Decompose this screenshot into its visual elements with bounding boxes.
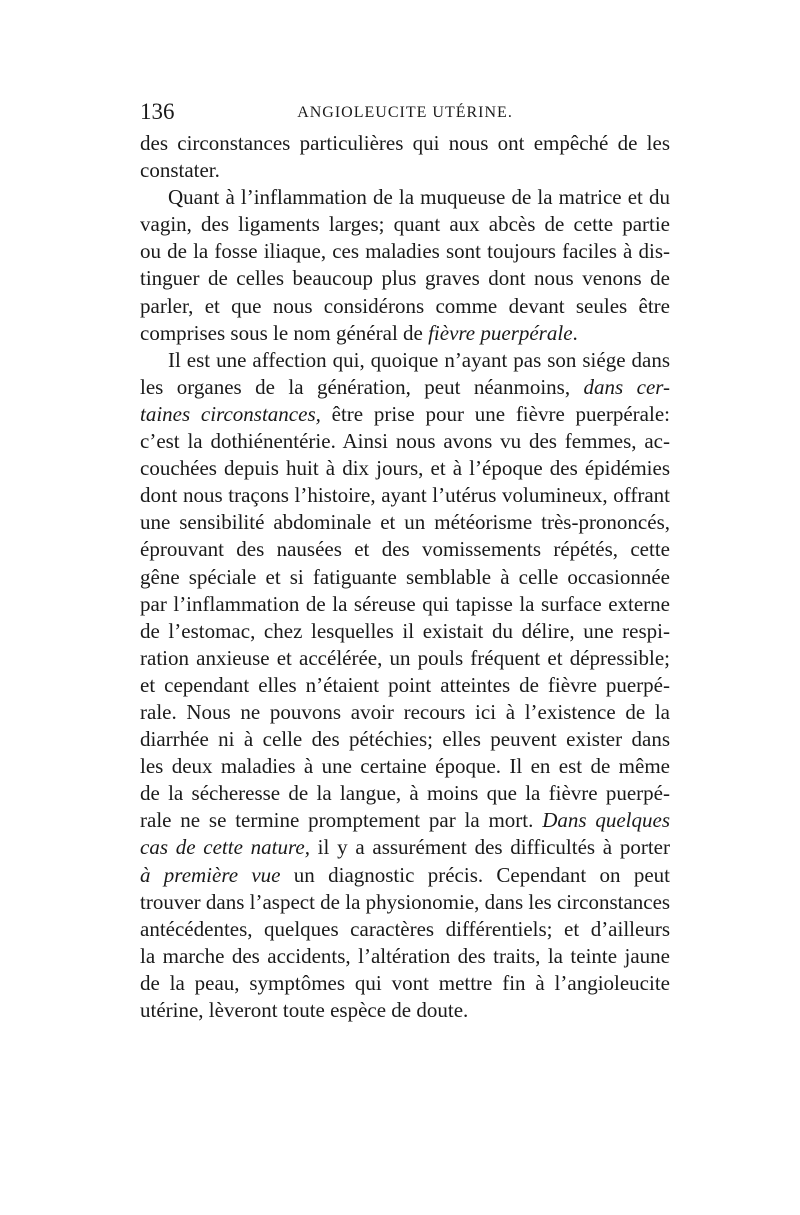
text-run: comprises sous le nom général de xyxy=(140,320,429,345)
text-line xyxy=(140,293,670,320)
text-line xyxy=(140,591,670,618)
text-line xyxy=(140,347,670,374)
text-run: parler, et que nous considérons comme devant seules être xyxy=(140,293,670,318)
text-run: les deux maladies à une certaine époque. Il en est de même xyxy=(140,754,670,779)
text-line xyxy=(140,970,670,997)
text-run: utérine, lèveront toute espèce de doute. xyxy=(140,998,469,1022)
text-line xyxy=(140,997,670,1024)
text-run: les organes de la génération, peut néanmoins, xyxy=(140,374,584,399)
text-run: par l’inflammation de la séreuse qui tapisse la surface externe xyxy=(140,591,670,616)
page-header xyxy=(140,96,670,128)
text-run: gêne spéciale et si fatiguante semblable à celle occasionnée xyxy=(140,564,670,589)
text-line xyxy=(140,428,670,455)
text-line xyxy=(140,618,670,645)
text-line xyxy=(140,699,670,726)
text-run: être prise pour une fièvre puerpérale: xyxy=(320,401,670,426)
text-run: il y a assurément des difficultés à porter xyxy=(309,835,670,860)
italic-text: cas de cette nature, xyxy=(140,835,310,860)
text-line xyxy=(140,130,670,157)
text-run: et cependant elles n’étaient point atteintes de fièvre puerpé- xyxy=(140,672,670,697)
italic-text: taines circonstances, xyxy=(140,401,321,426)
text-line xyxy=(140,455,670,482)
italic-text: à première vue xyxy=(140,862,281,887)
text-run: tinguer de celles beaucoup plus graves dont nous venons de xyxy=(140,266,670,291)
text-run: ou de la fosse iliaque, ces maladies sont toujours faciles à dis- xyxy=(140,239,670,264)
text-run: rale ne se termine promptement par la mort. xyxy=(140,808,543,833)
text-run: rale. Nous ne pouvons avoir recours ici à l’existence de la xyxy=(140,699,670,724)
text-run: une sensibilité abdominale et un météorisme très-prononcés, xyxy=(140,510,670,535)
italic-text: fièvre puerpérale xyxy=(428,320,573,345)
text-run: des circonstances particulières qui nous ont empêché de les xyxy=(140,131,670,155)
text-run: constater. xyxy=(140,158,220,183)
text-run: dont nous traçons l’histoire, ayant l’utérus volumineux, offrant xyxy=(140,483,670,508)
text-run: diarrhée ni à celle des pétéchies; elles peuvent exister dans xyxy=(140,727,670,752)
text-run: de la sécheresse de la langue, à moins que la fièvre puerpé- xyxy=(140,781,670,806)
text-run: éprouvant des nausées et des vomissements répétés, cette xyxy=(140,537,670,562)
text-run: de la peau, symptômes qui vont mettre fin à l’angioleucite xyxy=(140,970,670,995)
text-line xyxy=(140,780,670,807)
italic-text: dans cer- xyxy=(583,374,671,399)
text-line xyxy=(140,157,670,184)
text-line xyxy=(140,672,670,699)
text-run: antécédentes, quelques caractères différentiels; et d’ailleurs xyxy=(140,916,670,941)
text-line xyxy=(140,211,670,238)
text-line xyxy=(140,238,670,265)
text-line xyxy=(140,916,670,943)
italic-text: Dans quelques xyxy=(542,808,670,833)
text-line xyxy=(140,374,670,401)
text-line xyxy=(140,482,670,509)
text-line xyxy=(140,265,670,292)
text-run: un diagnostic précis. Cependant on peut xyxy=(280,862,670,887)
text-line xyxy=(140,726,670,753)
text-line xyxy=(140,184,670,211)
text-run: Il est une affection qui, quoique n’ayant pas son siége dans xyxy=(168,347,670,372)
text-run: Quant à l’inflammation de la muqueuse de la matrice et du xyxy=(168,185,670,210)
text-line xyxy=(140,943,670,970)
text-line xyxy=(140,862,670,889)
text-line xyxy=(140,807,670,834)
text-run: de l’estomac, chez lesquelles il existait du délire, une respi- xyxy=(140,618,670,643)
page-number: 136 xyxy=(140,99,175,124)
text-run: vagin, des ligaments larges; quant aux abcès de cette partie xyxy=(140,212,670,237)
text-line xyxy=(140,889,670,916)
text-line xyxy=(140,401,670,428)
text-line xyxy=(140,564,670,591)
text-run: . xyxy=(572,320,578,345)
text-line xyxy=(140,509,670,536)
running-title: ANGIOLEUCITE UTÉRINE. xyxy=(297,104,513,121)
text-line xyxy=(140,753,670,780)
text-run: trouver dans l’aspect de la physionomie, dans les circonstances xyxy=(140,889,671,914)
text-run: ration anxieuse et accélérée, un pouls fréquent et dépressible; xyxy=(140,645,670,670)
text-run: la marche des accidents, l’altération des traits, la teinte jaune xyxy=(140,943,670,968)
text-run: couchées depuis huit à dix jours, et à l’époque des épidémies xyxy=(140,456,670,481)
body-text xyxy=(140,130,670,1024)
text-line xyxy=(140,320,670,347)
text-run: c’est la dothiénentérie. Ainsi nous avons vu des femmes, ac- xyxy=(140,429,670,454)
text-line xyxy=(140,645,670,672)
text-line xyxy=(140,834,670,861)
text-line xyxy=(140,536,670,563)
